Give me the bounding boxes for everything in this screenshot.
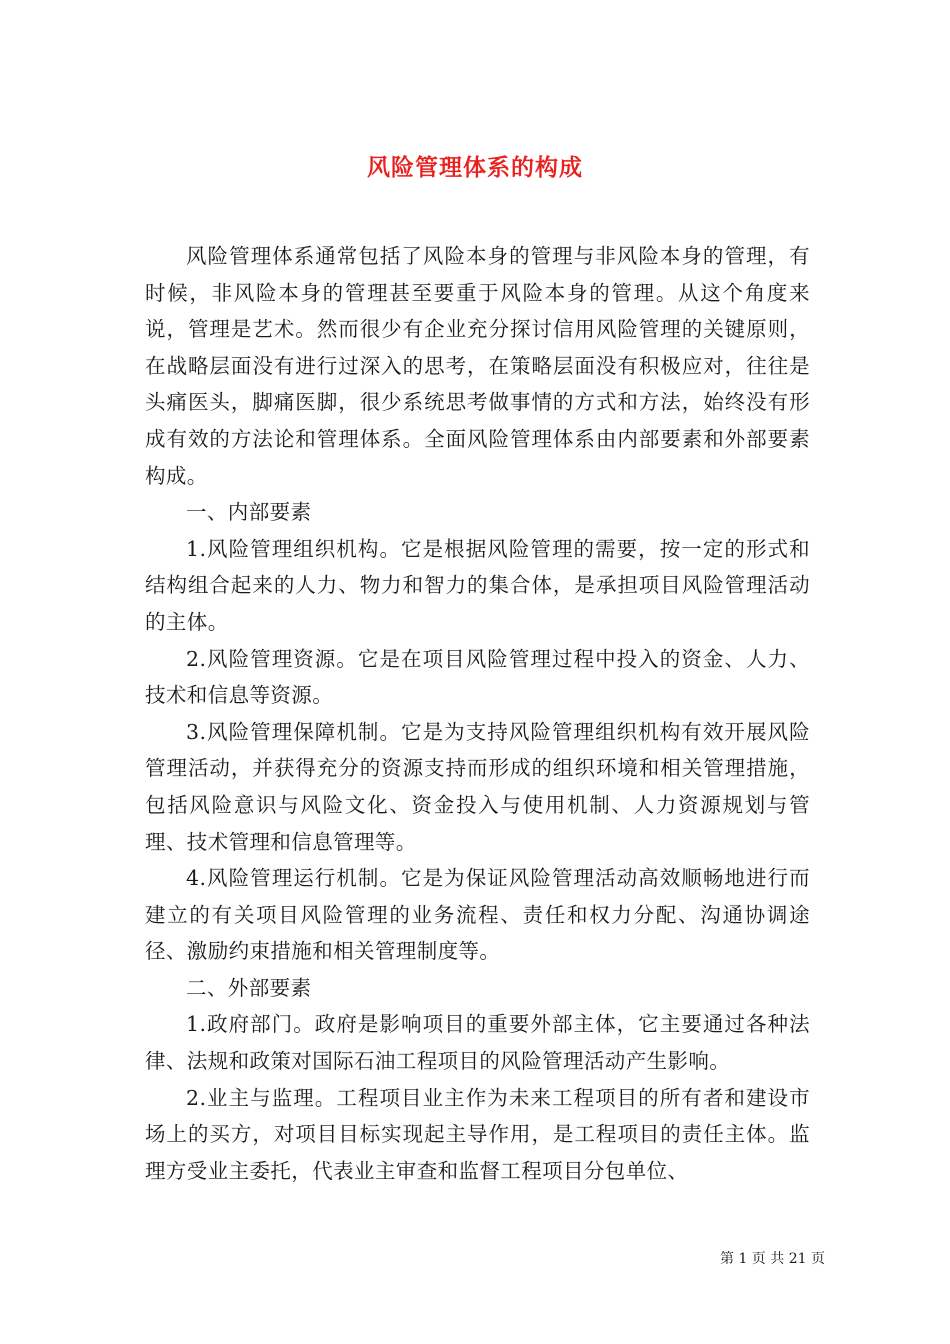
paragraph-internal-2: 2.风险管理资源。它是在项目风险管理过程中投入的资金、人力、技术和信息等资源。 — [145, 646, 810, 708]
paragraph-internal-1: 1.风险管理组织机构。它是根据风险管理的需要，按一定的形式和结构组合起来的人力、物力和智力的集合体，是承担项目风险管理活动的主体。 — [145, 536, 810, 634]
page-indicator: 第 1 页 共 21 页 — [720, 1251, 825, 1267]
section-heading-external: 二、外部要素 — [186, 975, 312, 1000]
paragraph-intro: 风险管理体系通常包括了风险本身的管理与非风险本身的管理，有时候，非风险本身的管理甚至要重于风险本身的管理。从这个角度来说，管理是艺术。然而很少有企业充分探讨信用风险管理的关键原则，在战略层面没有进行过深入的思考，在策略层面没有积极应对，往往是头痛医头，脚痛医脚，很少系统思考做事情的方式和方法，始终没有形成有效的方法论和管理体系。全面风险管理体系由内部要素和外部要素构成。 — [145, 244, 810, 488]
page-footer — [720, 1248, 825, 1268]
paragraph-external-1: 1.政府部门。政府是影响项目的重要外部主体，它主要通过各种法律、法规和政策对国际石油工程项目的风险管理活动产生影响。 — [145, 1012, 810, 1074]
paragraph-external-2: 2.业主与监理。工程项目业主作为未来工程项目的所有者和建设市场上的买方，对项目目标实现起主导作用，是工程项目的责任主体。监理方受业主委托，代表业主审查和监督工程项目分包单位、 — [145, 1085, 810, 1183]
paragraph-internal-4: 4.风险管理运行机制。它是为保证风险管理活动高效顺畅地进行而建立的有关项目风险管理的业务流程、责任和权力分配、沟通协调途径、激励约束措施和相关管理制度等。 — [145, 866, 810, 964]
paragraph-internal-3: 3.风险管理保障机制。它是为支持风险管理组织机构有效开展风险管理活动，并获得充分的资源支持而形成的组织环境和相关管理措施，包括风险意识与风险文化、资金投入与使用机制、人力资源规划与管理、技术管理和信息管理等。 — [145, 719, 810, 854]
document-title: 风险管理体系的构成 — [367, 154, 583, 182]
section-heading-internal: 一、内部要素 — [186, 500, 312, 525]
document-body — [145, 238, 810, 1189]
